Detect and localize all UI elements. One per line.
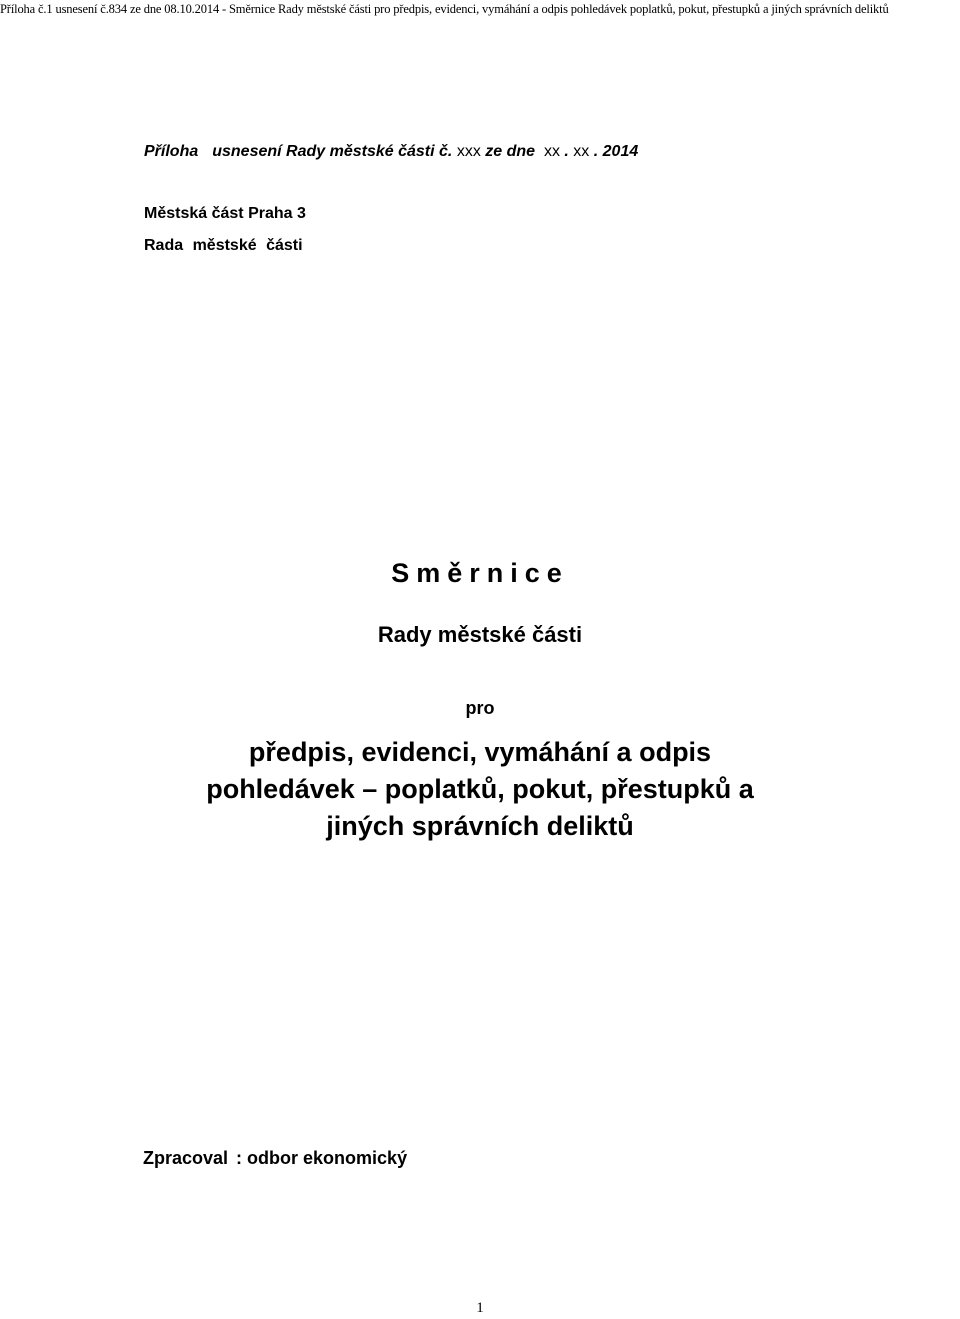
running-header xyxy=(0,0,960,18)
subject-line-1: předpis, evidenci, vymáhání a odpis xyxy=(248,737,712,767)
attachment-line: Příloha usnesení Rady městské části č. xxx ze dne xx . xx . 2014 xyxy=(144,143,639,160)
prepared-by xyxy=(143,1148,407,1169)
date-label: ze dne xyxy=(485,143,536,160)
document-title: Směrnice xyxy=(391,558,569,588)
attachment-label: Příloha xyxy=(144,143,199,160)
council-name: Rada městské části xyxy=(144,237,303,254)
prepared-by-label: Zpracoval xyxy=(143,1148,229,1168)
document-subject xyxy=(0,734,960,845)
subject-line-3: jiných správních deliktů xyxy=(326,811,634,841)
page-number: 1 xyxy=(476,1300,484,1316)
resolution-number-placeholder: xxx xyxy=(456,143,481,160)
prepared-by-value: : odbor ekonomický xyxy=(236,1148,408,1168)
attachment-text: usnesení Rady městské části č. xyxy=(212,143,453,160)
year: 2014 xyxy=(602,143,639,160)
subject-line-2: pohledávek – poplatků, pokut, přestupků a xyxy=(206,774,754,804)
month-placeholder: xx xyxy=(573,143,590,160)
day-placeholder: xx xyxy=(543,143,560,160)
document-subtitle: Rady městské části xyxy=(377,622,583,647)
running-header-text: Příloha č.1 usnesení č.834 ze dne 08.10.2014 - Směrnice Rady městské části pro předpis, evidenci, vymáhání a odpis pohledávek poplatků, pokut, přestupků a jiných správních deliktů xyxy=(0,2,889,16)
document-for: pro xyxy=(465,698,495,718)
district-name: Městská část Praha 3 xyxy=(144,205,306,222)
